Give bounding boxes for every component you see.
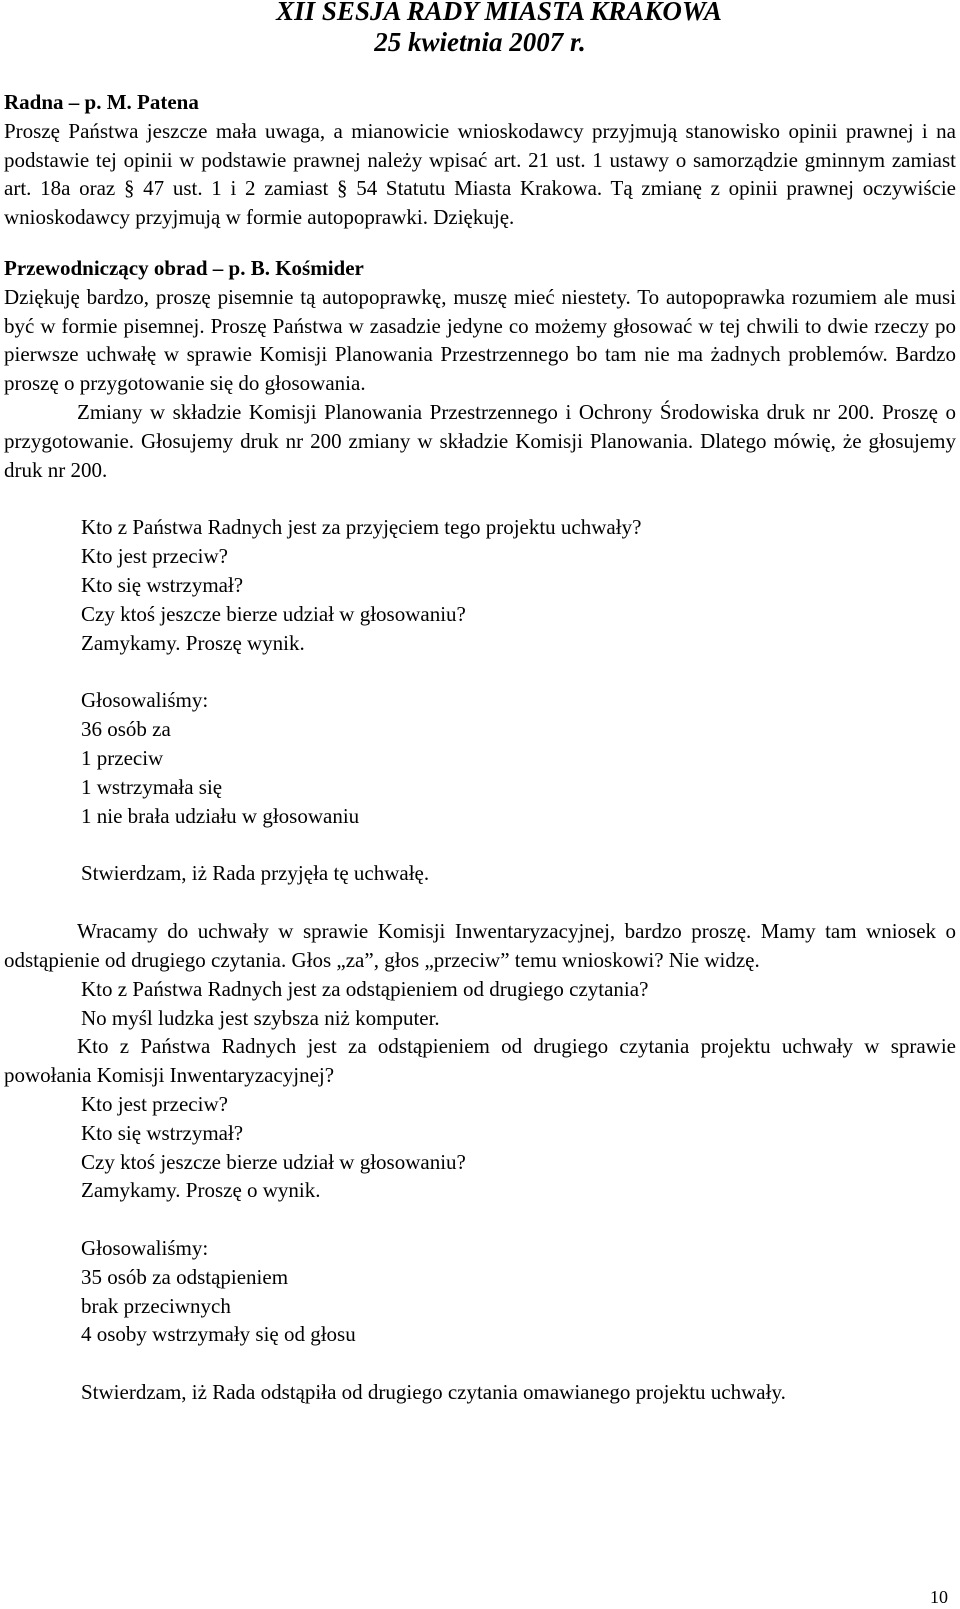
- paragraph: Wracamy do uchwały w sprawie Komisji Inwentaryzacyjnej, bardzo proszę. Mamy tam wniosek o odstąpienie od drugiego czytania. Głos „za”, głos „przeciw” temu wnioskowi? Nie widzę.: [4, 919, 956, 972]
- vote-results-2: [4, 1234, 956, 1349]
- page-header: [0, 0, 960, 58]
- vote-line: Zamykamy. Proszę o wynik.: [81, 1178, 321, 1203]
- results-title: Głosowaliśmy:: [81, 1236, 209, 1261]
- vote-results-1: [4, 686, 956, 830]
- vote-block-1: [4, 513, 956, 657]
- result-line: 1 nie brała udziału w głosowaniu: [81, 803, 360, 828]
- vote-line: Kto jest przeciw?: [81, 544, 228, 569]
- conclusion: Stwierdzam, iż Rada przyjęła tę uchwałę.: [81, 861, 430, 886]
- vote-line: Kto z Państwa Radnych jest za przyjęciem tego projektu uchwały?: [81, 515, 642, 540]
- result-line: 1 wstrzymała się: [81, 774, 223, 799]
- speaker-heading: Przewodniczący obrad – p. B. Kośmider: [4, 255, 364, 280]
- paragraph: Proszę Państwa jeszcze mała uwaga, a mianowicie wnioskodawcy przyjmują stanowisko opinii prawnej i na podstawie tej opinii w podstawie prawnej należy wpisać art. 21 ust. 1 ustawy o samorządzie gminnym zamiast art. 18a oraz § 47 ust. 1 i 2 zamiast § 54 Statutu Miasta Krakowa. Tą zmianę z opinii prawnej oczywiście wnioskodawcy przyjmują w formie autopoprawki. Dziękuję.: [4, 118, 956, 230]
- speaker-heading: Radna – p. M. Patena: [4, 90, 199, 114]
- paragraph: Dziękuję bardzo, proszę pisemnie tą autopoprawkę, muszę mieć niestety. To autopoprawka rozumiem ale musi być w formie pisemnej. Proszę Państwa w zasadzie jedyne co możemy głosować w tej chwili to dwie rzeczy po pierwsze uchwałę w sprawie Komisji Planowania Przestrzennego bo tam nie ma żadnych problemów. Bardzo proszę o przygotowanie się do głosowania.: [4, 284, 956, 396]
- vote-line: Kto się wstrzymał?: [81, 1120, 244, 1145]
- result-line: brak przeciwnych: [81, 1293, 231, 1318]
- document-body: [4, 88, 956, 1407]
- result-line: 35 osób za odstąpieniem: [81, 1264, 289, 1289]
- results-title: Głosowaliśmy:: [81, 688, 209, 713]
- result-line: 1 przeciw: [81, 745, 164, 770]
- result-line: 4 osoby wstrzymały się od głosu: [81, 1322, 356, 1347]
- header-date: 25 kwietnia 2007 r.: [374, 27, 586, 57]
- paragraph: Zmiany w składzie Komisji Planowania Przestrzennego i Ochrony Środowiska druk nr 200. Proszę o przygotowanie. Głosujemy druk nr 200 zmiany w składzie Komisji Planowania. Dlatego mówię, że głosujemy druk nr 200.: [4, 399, 956, 482]
- vote-line: No myśl ludzka jest szybsza niż komputer.: [81, 1005, 440, 1030]
- paragraph: Kto z Państwa Radnych jest za odstąpieniem od drugiego czytania projektu uchwały w sprawie powołania Komisji Inwentaryzacyjnej?: [4, 1034, 956, 1088]
- header-session-title: XII SESJA RADY MIASTA KRAKOWA: [276, 0, 722, 26]
- vote-line: Kto jest przeciw?: [81, 1091, 228, 1116]
- conclusion: Stwierdzam, iż Rada odstąpiła od drugiego czytania omawianego projektu uchwały.: [81, 1380, 786, 1405]
- vote-line: Czy ktoś jeszcze bierze udział w głosowaniu?: [81, 1149, 466, 1174]
- vote-line: Kto się wstrzymał?: [81, 572, 244, 597]
- vote-line: Kto z Państwa Radnych jest za odstąpieniem od drugiego czytania?: [81, 976, 649, 1001]
- page-number: 10: [930, 1587, 948, 1607]
- result-line: 36 osób za: [81, 717, 171, 742]
- vote-line: Czy ktoś jeszcze bierze udział w głosowaniu?: [81, 601, 466, 626]
- vote-line: Zamykamy. Proszę wynik.: [81, 630, 305, 655]
